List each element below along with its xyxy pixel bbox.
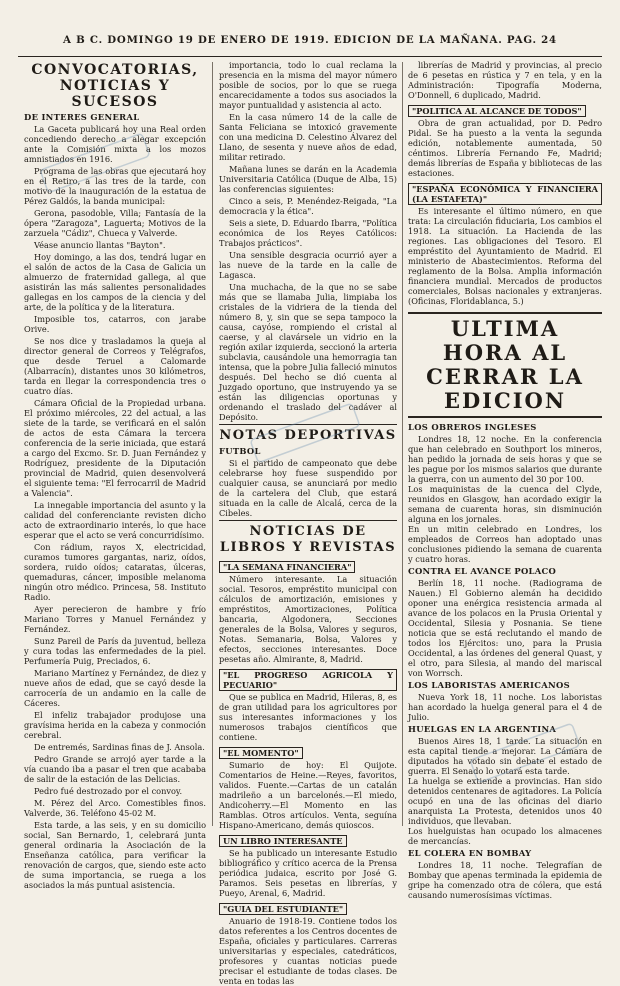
article-paragraph: Pedro Grande se arrojó ayer tarde a la vía cuando iba a pasar el tren que acababa de salir de la estación de las Delicias. <box>24 754 206 784</box>
article-paragraph: Véase anuncio llantas "Bayton". <box>34 240 166 250</box>
section-subtitle-interes-general: DE INTERES GENERAL <box>24 112 140 122</box>
subsection-heading: "GUIA DEL ESTUDIANTE" <box>219 903 347 915</box>
subsection-heading: "EL PROGRESO AGRICOLA Y PECUARIO" <box>219 669 397 691</box>
section-title-noticias-libros: NOTICIAS DE LIBROS Y REVISTAS <box>219 520 397 556</box>
article-paragraph: Nueva York 18, 11 noche. Los laboristas han acordado la huelga general para el 4 de Julio. <box>408 692 602 722</box>
article-paragraph: Buenos Aires 18, 1 tarde. La situación en esta capital tiende a mejorar. La Cámara de diputados ha votado sin debate el estado de guerra. El Senado lo votará esta tarde. La huelga se extiende a provincias. Han sido detenidos centenares de agitadores. La Policía ocupó en una de las oficinas del diario anarquista La Protesta, detenidos unos 40 individuos, que llevaban. Los huelguistas han ocupado los almacenes de mercancías. <box>408 736 602 846</box>
article-paragraph: Obra de gran actualidad, por D. Pedro Pidal. Se ha puesto a la venta la segunda edición, notablemente aumentada, 50 céntimos. Librería Fernando Fe, Madrid; demás librerías de España y bibliotecas de las estaciones. <box>408 118 602 178</box>
article-paragraph: Anuario de 1918-19. Contiene todos los datos referentes a los Centros docentes de España, oficiales y particulares. Carreras universitarias y especiales, catedráticos, profesores y cuantas noticias puede precisar el estudiante de todas clases. De venta en todas las <box>219 916 397 986</box>
article-paragraph: La innegable importancia del asunto y la calidad del conferenciante revisten dicho acto de extraordinario interés, lo que hace esperar que el acto se verá concurridísimo. <box>24 500 206 540</box>
subsection-heading: "EL MOMENTO" <box>219 747 303 759</box>
subsection-heading: "POLITICA AL ALCANCE DE TODOS" <box>408 105 586 117</box>
article-paragraph: Una muchacha, de la que no se sabe más que se llamaba Julia, limpiaba los cristales de la vidriera de la tienda del número 8, y, sin que se sepa tampoco la causa, cayóse, rompiendo el cristal al caerse, y al clavársele un vidrio en la región axilar izquierda, seccionó la arteria subclavia, causándole una hemorragia tan intensa, que la pobre Julia falleció minutos después. Del hecho se dió cuenta al Juzgado oportuno, que instruyendo ya se están las diligencias oportunas y ordenando el traslado del cadáver al Depósito. <box>219 282 397 422</box>
article-paragraph: Ayer perecieron de hambre y frío Mariano Torres y Manuel Fernández y Fernández. <box>24 604 206 634</box>
article-paragraph: De entremés, Sardinas finas de J. Ansola. <box>34 742 205 752</box>
article-paragraph: Si el partido de campeonato que debe celebrarse hoy fuese suspendido por cualquier causa, se anunciará por medio de la cartelera del Club, que estará situada en la calle de Alcalá, cerca de la Cibeles. <box>219 458 397 518</box>
article-paragraph: librerías de Madrid y provincias, al precio de 6 pesetas en rústica y 7 en tela, y en la Administración: Tipografía Moderna, O'Donnell, 6 duplicado, Madrid. <box>408 60 602 100</box>
article-paragraph: Mañana lunes se darán en la Academia Universitaria Católica (Duque de Alba, 15) las conferencias siguientes: <box>219 164 397 194</box>
article-paragraph: Cámara Oficial de la Propiedad urbana. El próximo miércoles, 22 del actual, a las siete de la tarde, se verificará en el salón de actos de esta Cámara la tercera conferencia de la serie iniciada, que estará a cargo del Excmo. Sr. D. Juan Fernández y Rodríguez, presidente de la Diputación provincial de Madrid, quien desenvolverá el siguiente tema: "El ferrocarril de Madrid a Valencia". <box>24 398 206 498</box>
article-paragraph: Se ha publicado un interesante Estudio bibliográfico y crítico acerca de la Prensa periódica judaica, escrito por José G. Paramos. Seis pesetas en librerías, y Pueyo, Arenal, 6, Madrid. <box>219 848 397 898</box>
article-paragraph: Una sensible desgracia ocurrió ayer a las nueve de la tarde en la calle de Lagasca. <box>219 250 397 280</box>
article-paragraph: Programa de las obras que ejecutará hoy en el Retiro, a las tres de la tarde, con motivo de la inauguración de la estatua de Pérez Galdós, la banda municipal: <box>24 166 206 206</box>
subsection-heading: UN LIBRO INTERESANTE <box>219 835 347 847</box>
article-paragraph: Esta tarde, a las seis, y en su domicilio social, San Bernardo, 1, celebrará junta general ordinaria la Asociación de la Enseñanza católica, para verificar la renovación de cargos, que, siendo este acto de suma importancia, se ruega a los asociados la más puntual asistencia. <box>24 820 206 890</box>
article-paragraph: La Gaceta publicará hoy una Real orden concediendo derecho a alegar excepción ante la Comisión mixta a los mozos amnistiados en 1916. <box>24 124 206 164</box>
article-paragraph: Se nos dice y trasladamos la queja al director general de Correos y Telégrafos, que desde Teruel a Calomarde (Albarracín), distantes unos 30 kilómetros, tarda en llegar la correspondencia tres o cuatro días. <box>24 336 206 396</box>
subsection-heading: LOS OBREROS INGLESES <box>408 422 537 432</box>
article-paragraph: Hoy domingo, a las dos, tendrá lugar en el salón de actos de la Casa de Galicia un almuerzo de fraternidad gallega, al que asistirán las más salientes personalidades gallegas en los campos de la ciencia y del arte, de la política y de la literatura. <box>24 252 206 312</box>
article-paragraph: Que se publica en Madrid, Hileras, 8, es de gran utilidad para los agricultores por sus interesantes informaciones y los numerosos trabajos científicos que contiene. <box>219 692 397 742</box>
article-paragraph: Imposible tos, catarros, con jarabe Orive. <box>24 314 206 334</box>
section-title-ultima-hora: ULTIMA HORA AL CERRAR LA EDICION <box>408 312 602 418</box>
subsection-heading: CONTRA EL AVANCE POLACO <box>408 566 557 576</box>
column-rule <box>402 62 403 826</box>
section-title-notas-deportivas: NOTAS DEPORTIVAS <box>219 424 397 444</box>
article-paragraph: Mariano Martínez y Fernández, de diez y nueve años de edad, que se cayó desde la carrocería de un andamio en la calle de Cáceres. <box>24 668 206 708</box>
article-paragraph: Londres 18, 12 noche. En la conferencia que han celebrado en Southport los mineros, han pedido la jornada de seis horas y que se les pague por los mismos salarios que durante la guerra, con un aumento del 30 por 100. Los maquinistas de la cuenca del Clyde, reunidos en Glasgow, han acordado exigir la semana de cuarenta horas, sin disminución alguna en los jornales. En un mitin celebrado en Londres, los empleados de Correos han adoptado unas conclusiones pidiendo la semana de cuarenta y cuatro horas. <box>408 434 602 564</box>
subsection-heading: EL COLERA EN BOMBAY <box>408 848 532 858</box>
article-paragraph: Londres 18, 11 noche. Telegrafían de Bombay que apenas terminada la epidemia de gripe ha comenzado otra de cólera, que está causando numerosísimas víctimas. <box>408 860 602 900</box>
column-ultima-hora <box>408 60 602 900</box>
article-paragraph: Berlín 18, 11 noche. (Radiograma de Nauen.) El Gobierno alemán ha decidido oponer una enérgica resistencia armada al avance de los polacos en la Prusia Oriental y Occidental, Silesia y Posnania. Se tiene noticia que se está reclutando el mando de todos los Ejércitos: uno, para la Prusia Occidental, a las órdenes del general Quast, y el otro, para Silesia, al mando del mariscal von Worrsch. <box>408 578 602 678</box>
article-paragraph: M. Pérez del Arco. Comestibles finos. Valverde, 36. Teléfono 45-02 M. <box>24 798 206 818</box>
page-masthead: A B C. DOMINGO 19 DE ENERO DE 1919. EDICION DE LA MAÑANA. PAG. 24 <box>18 34 602 57</box>
article-paragraph: Cinco a seis, P. Menéndez-Reigada, "La democracia y la ética". <box>219 196 397 216</box>
article-paragraph: Con rádium, rayos X, electricidad, curamos tumores gargantas, nariz, oídos, sordera, ruido oídos; cataratas, úlceras, quemaduras, cáncer, imposible melanoma ningún otro médico. Princesa, 58. Instituto Radio. <box>24 542 206 602</box>
article-paragraph: Seis a siete, D. Eduardo Ibarra, "Política económica de los Reyes Católicos: Trabajos prácticos". <box>219 218 397 248</box>
subsection-heading: HUELGAS EN LA ARGENTINA <box>408 724 557 734</box>
article-paragraph: En la casa número 14 de la calle de Santa Feliciana se intoxicó gravemente con una medicina D. Celestino Álvarez del Llano, de sesenta y nueve años de edad, militar retirado. <box>219 112 397 162</box>
article-paragraph: Gerona, pasodoble, Villa; Fantasía de la ópera "Zaragoza", Laguerta; Motivos de la zarzuela "Cádiz", Chueca y Valverde. <box>24 208 206 238</box>
article-paragraph: Número interesante. La situación social. Tesoros, empréstito municipal con cálculos de amortización, emisiones y empréstitos, Amortizaciones, Política bancaria, Algodonera, Secciones generales de la Bolsa, Valores y seguros, Notas. Semanaria, Bolsa, Valores y efectos, secciones interesantes. Doce pesetas año. Almirante, 8, Madrid. <box>219 574 397 664</box>
subsection-heading: "ESPAÑA ECONÓMICA Y FINANCIERA (LA ESTAFETA)" <box>408 183 602 205</box>
article-paragraph: Sunz Pareil de París da juventud, belleza y cura todas las enfermedades de la piel. Perfumería Puig, Preciados, 6. <box>24 636 206 666</box>
section-title-convocatorias: CONVOCATORIAS, NOTICIAS Y SUCESOS <box>31 62 199 110</box>
subsection-heading: "LA SEMANA FINANCIERA" <box>219 561 355 573</box>
subhead-futbol: FUTBOL <box>219 446 261 456</box>
article-paragraph: Sumario de hoy: El Quijote. Comentarios de Heine.—Reyes, favoritos, validos. Fuente.—Cartas de un catalán madrileño a un barcelonés.—El miedo, Andicoherry.—El Momento en las Ramblas. Otros artículos. Venta, seguína Hispano-Americano, demás quioscos. <box>219 760 397 830</box>
article-paragraph: Pedro fué destrozado por el convoy. <box>34 786 183 796</box>
article-paragraph: Es interesante el último número, en que trata: La circulación fiduciaria, Los cambios el 1918. La situación. La Hacienda de las regiones. Las obligaciones del Tesoro. El empréstito del Ayuntamiento de Madrid. El ministerio de Abastecimientos. Reforma del reglamento de la Bolsa. Amplia información financiera mundial. Mercados de productos comerciales, Bolsas nacionales y extranjeras. (Oficinas, Floridablanca, 5.) <box>408 206 602 306</box>
article-paragraph: importancia, todo lo cual reclama la presencia en la misma del mayor número posible de socios, por lo que se ruega encarecidamente a todos sus asociados la mayor puntualidad y asistencia al acto. <box>219 60 397 110</box>
subsection-heading: LOS LABORISTAS AMERICANOS <box>408 680 570 690</box>
column-rule <box>212 62 213 826</box>
article-paragraph: El infeliz trabajador produjose una gravísima herida en la cabeza y conmoción cerebral. <box>24 710 206 740</box>
